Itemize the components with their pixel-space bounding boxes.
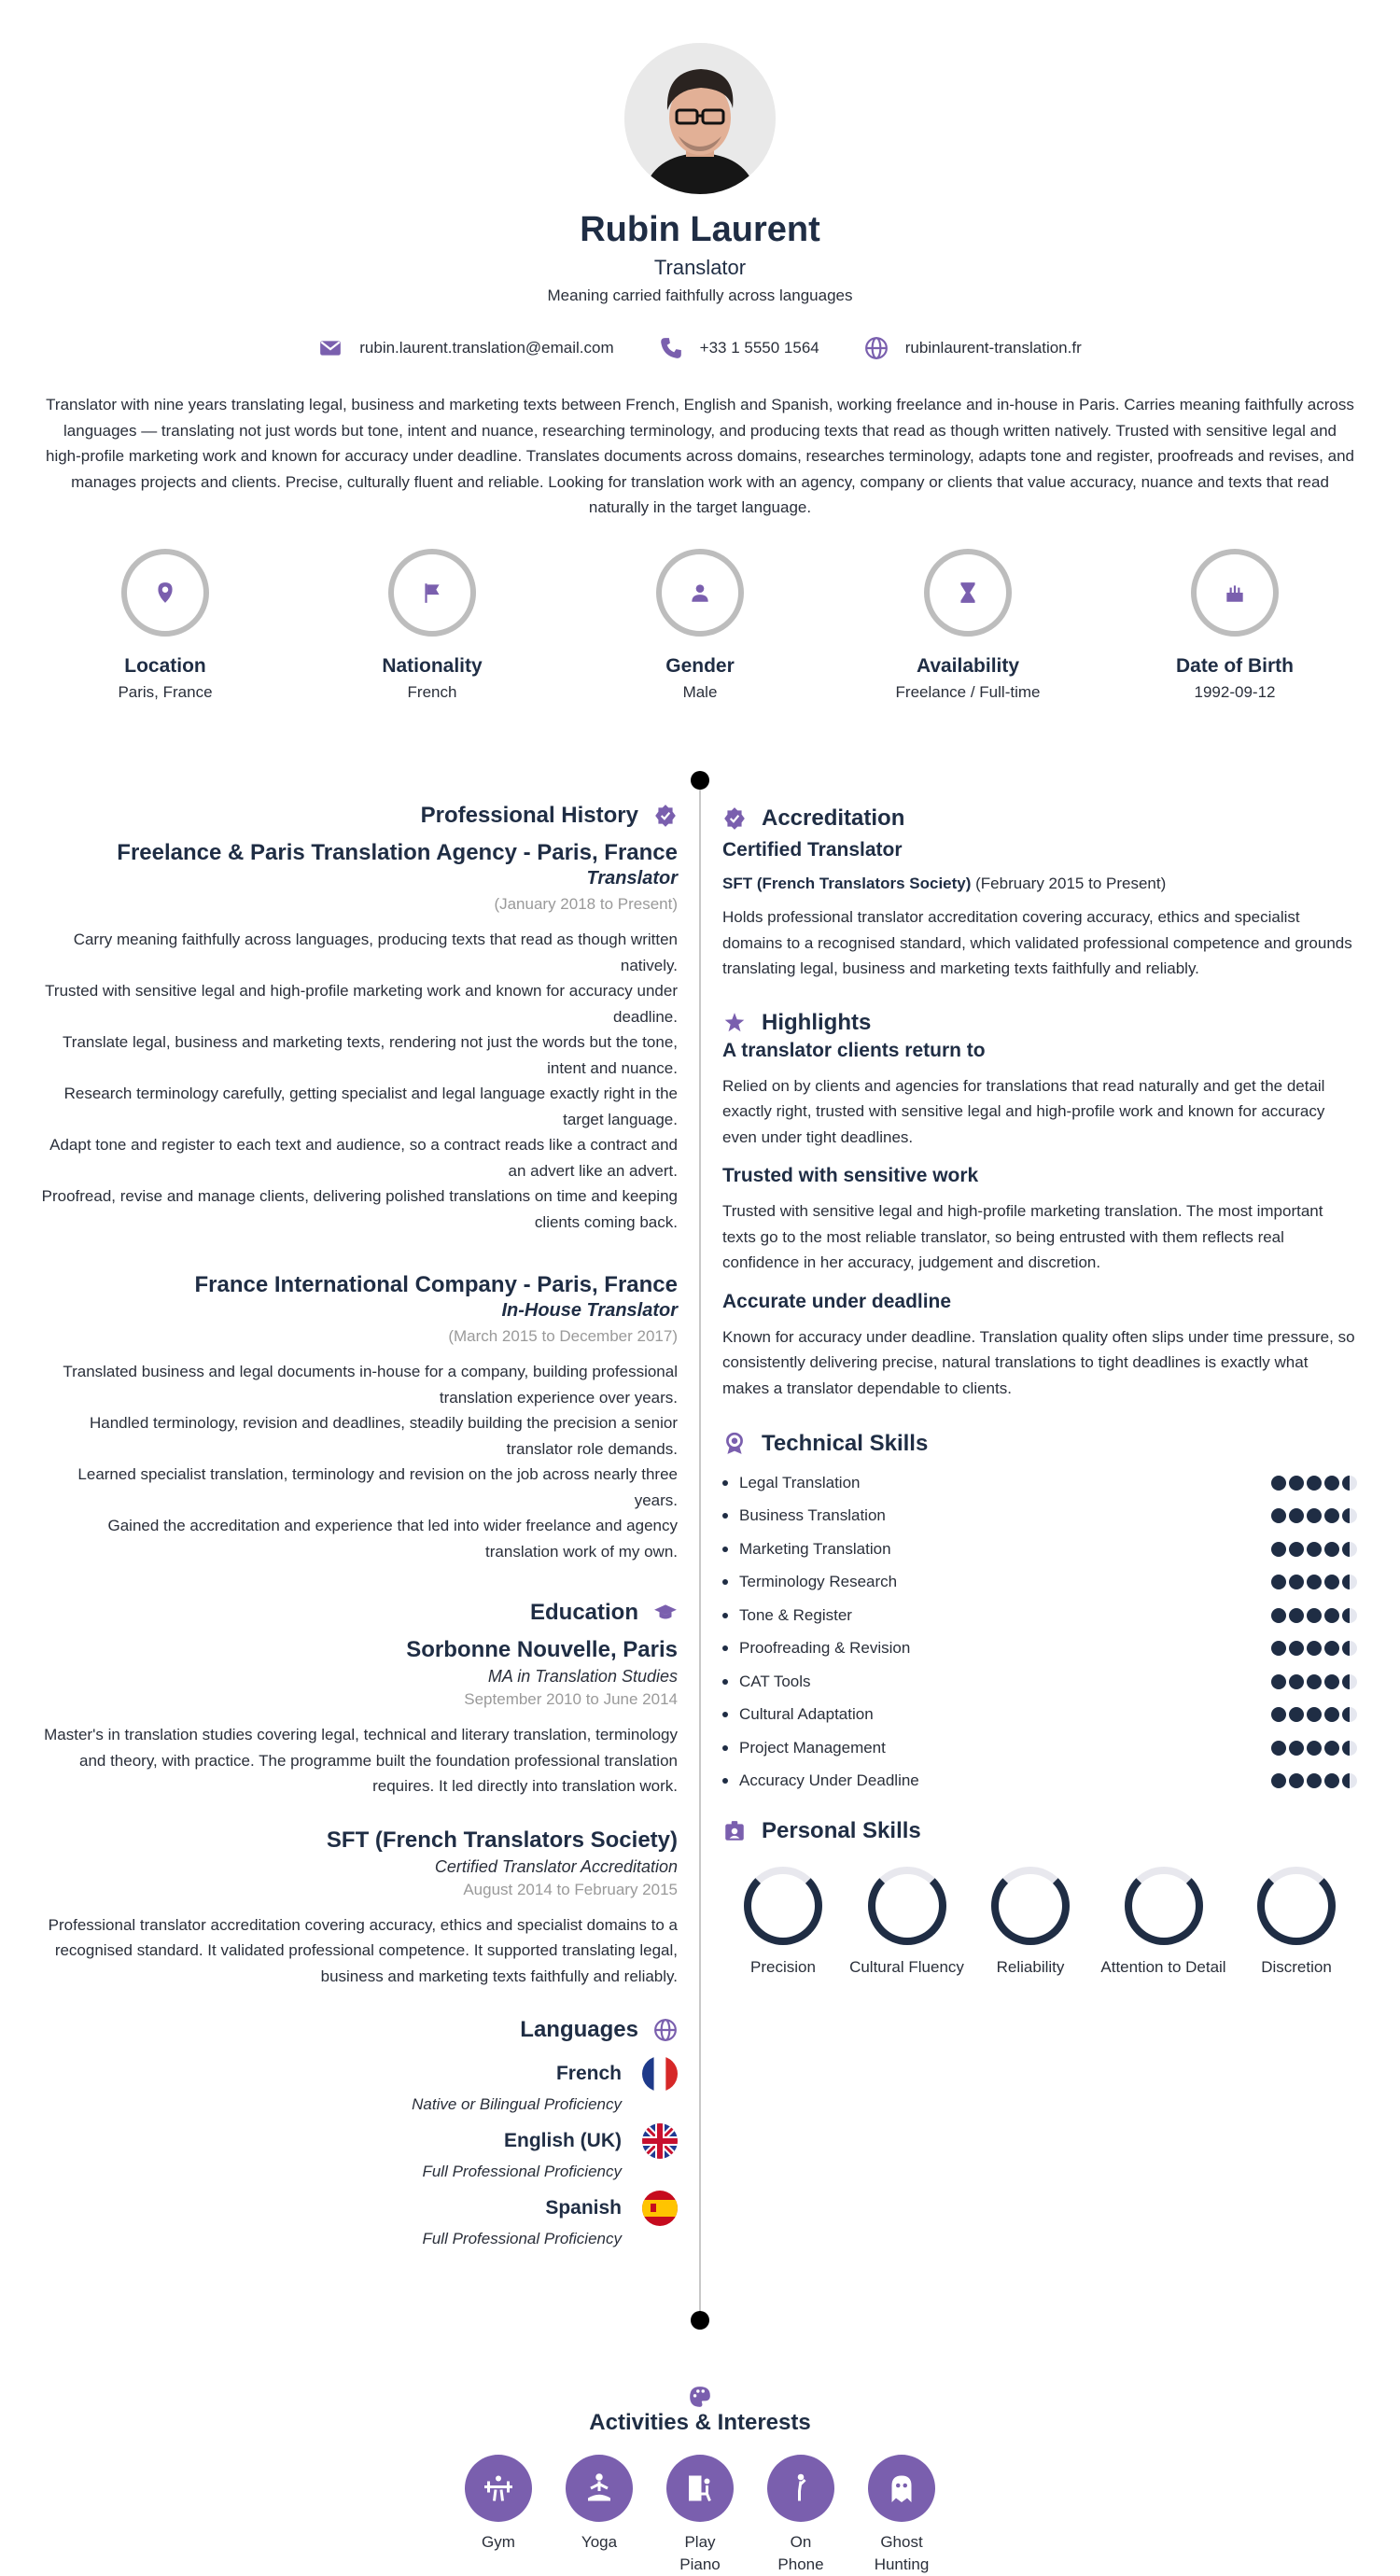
graduation-cap-icon <box>653 1601 678 1625</box>
skill-name: Tone & Register <box>722 1606 852 1625</box>
skill-row <box>722 1500 1357 1533</box>
activities-title: Activities & Interests <box>589 2410 811 2435</box>
rating-dot <box>1324 1674 1339 1689</box>
activity-item <box>465 2455 532 2576</box>
rating-dot <box>1289 1674 1304 1689</box>
highlight-title: A translator clients return to <box>722 1039 986 1061</box>
skill-name: Accuracy Under Deadline <box>722 1771 919 1790</box>
skill-name: Project Management <box>722 1739 886 1757</box>
job-bullet: Handled terminology, revision and deadlines, steadily building the precision a senior translator role demands. <box>89 1414 678 1458</box>
website-text: rubinlaurent-translation.fr <box>904 339 1082 357</box>
email-contact[interactable] <box>318 336 613 360</box>
rating-dot <box>1324 1542 1339 1557</box>
section-title: Professional History <box>420 803 638 828</box>
rating-dot <box>1342 1608 1357 1623</box>
skill-ring <box>744 1867 822 1945</box>
rating-dot <box>1307 1542 1322 1557</box>
palette-icon <box>688 2385 712 2409</box>
rating-dot <box>1289 1508 1304 1523</box>
degree: MA in Translation Studies <box>487 1667 678 1686</box>
skill-label: Reliability <box>996 1958 1065 1976</box>
rating-dot <box>1342 1674 1357 1689</box>
timeline-start-dot <box>691 771 709 790</box>
language-name: English (UK) <box>504 2130 622 2151</box>
fact-value: Male <box>682 683 718 701</box>
accreditation-issuer: SFT (French Translators Society) <box>722 875 972 892</box>
technical-skills-list <box>722 1466 1357 1798</box>
timeline-end-dot <box>691 2311 709 2330</box>
rating-dot <box>1289 1641 1304 1656</box>
verified-badge-icon <box>653 804 678 828</box>
rating-dot <box>1342 1773 1357 1788</box>
skill-name: Cultural Adaptation <box>722 1705 874 1724</box>
rating-dot <box>1271 1476 1286 1491</box>
rating-dot <box>1324 1741 1339 1756</box>
languages-heading <box>37 2017 678 2043</box>
skill-rating <box>1271 1641 1357 1656</box>
profile-summary: Translator with nine years translating legal, business and marketing texts between French, English and Spanish, working freelance and in-house in Paris. Carries meaning faithfully across languages — translating not just words but tone, intent and nuance, researching terminology, and producing texts that read as though written natively. Trusted with sensitive legal and high-profile marketing work and known for accuracy under deadline. Translates documents across domains, researches terminology, adapts tone and register, proofreads and revises, and manages projects and clients. Precise, culturally fluent and reliable. Looking for translation work with an agency, company or clients that value accuracy, nuance and texts that read naturally in the target language. <box>46 396 1354 516</box>
fact-value: 1992-09-12 <box>1194 683 1276 701</box>
rating-dot <box>1289 1476 1304 1491</box>
fact-gender <box>579 549 821 702</box>
highlight-text: Known for accuracy under deadline. Translation quality often slips under time pressure, so consistently delivering precise, natural translations to tight deadlines is exactly what makes a translator dependable to clients. <box>722 1327 1355 1397</box>
rating-dot <box>1271 1575 1286 1589</box>
job-title: In-House Translator <box>501 1300 678 1321</box>
job-bullet: Translated business and legal documents in-house for a company, building professional translation experience over years. <box>63 1363 678 1407</box>
language-name: Spanish <box>545 2197 622 2219</box>
job-org: Freelance & Paris Translation Agency - Paris, France <box>117 840 678 865</box>
skill-name: Business Translation <box>722 1506 886 1525</box>
language-name: French <box>555 2063 622 2084</box>
highlight-title: Trusted with sensitive work <box>722 1165 979 1186</box>
technical-skills-heading <box>722 1431 1357 1457</box>
spain-flag-icon <box>642 2191 678 2226</box>
job-date: (March 2015 to December 2017) <box>448 1327 678 1345</box>
skill-rating <box>1271 1707 1357 1722</box>
skill-row <box>722 1632 1357 1666</box>
rating-dot <box>1342 1707 1357 1722</box>
accreditation-heading <box>722 805 1357 832</box>
activity-label: On Phone <box>777 2533 824 2573</box>
skill-rating <box>1271 1674 1357 1689</box>
section-title: Accreditation <box>762 805 905 831</box>
skill-row <box>722 1533 1357 1566</box>
rating-dot <box>1342 1542 1357 1557</box>
job-bullet: Carry meaning faithfully across languages, producing texts that read as though written natively. <box>73 931 678 974</box>
job-title: Translator <box>586 868 678 889</box>
section-title: Languages <box>520 2017 638 2042</box>
email-text: rubin.laurent.translation@email.com <box>359 339 614 357</box>
skill-rating <box>1271 1542 1357 1557</box>
activity-item <box>666 2455 734 2576</box>
map-pin-icon <box>153 581 177 605</box>
rating-dot <box>1271 1741 1286 1756</box>
uk-flag-icon <box>642 2123 678 2159</box>
education-text: Master's in translation studies covering legal, technical and literary translation, terminology and theory, with practice. The programme built the foundation professional translation requires. It led directly into translation work. <box>44 1726 678 1795</box>
skill-name: Legal Translation <box>722 1474 860 1492</box>
activities-list <box>0 2455 1400 2576</box>
rating-dot <box>1271 1773 1286 1788</box>
rating-dot <box>1307 1741 1322 1756</box>
language-level: Native or Bilingual Proficiency <box>412 2095 622 2113</box>
yoga-icon <box>582 2471 616 2505</box>
gym-icon <box>482 2471 515 2505</box>
accreditation-text: Holds professional translator accreditation covering accuracy, ethics and specialist domains to a recognised standard, which validated professional competence and grounds translating legal, business and marketing texts faithfully and reliably. <box>722 908 1352 977</box>
highlight-text: Relied on by clients and agencies for translations that read naturally and get the detail exactly right, trusted with sensitive legal and high-profile work and known for accuracy even under tight deadlines. <box>722 1076 1325 1146</box>
skill-ring <box>991 1867 1070 1945</box>
section-title: Technical Skills <box>762 1431 929 1456</box>
skill-row <box>722 1566 1357 1600</box>
skill-label: Attention to Detail <box>1100 1958 1226 1976</box>
award-icon <box>722 1432 747 1456</box>
personal-skill <box>1236 1867 1357 1977</box>
rating-dot <box>1307 1575 1322 1589</box>
star-badge-icon <box>722 1011 747 1035</box>
activity-item <box>868 2455 935 2576</box>
language-item <box>37 2191 678 2248</box>
rating-dot <box>1307 1608 1322 1623</box>
fact-title: Date of Birth <box>1176 655 1294 677</box>
contact-bar <box>0 336 1400 360</box>
skill-rating <box>1271 1508 1357 1523</box>
skill-rating <box>1271 1608 1357 1623</box>
rating-dot <box>1324 1608 1339 1623</box>
skill-label: Discretion <box>1261 1958 1332 1976</box>
piano-player-icon <box>683 2471 717 2505</box>
education-text: Professional translator accreditation covering accuracy, ethics and specialist domains to a recognised standard. It validated professional competence. It supported translating legal, business and marketing texts faithfully and reliably. <box>48 1915 678 1985</box>
section-title: Highlights <box>762 1009 872 1035</box>
school-name: SFT (French Translators Society) <box>326 1827 678 1853</box>
language-level: Full Professional Proficiency <box>422 2163 622 2180</box>
accreditation-issuer-line <box>722 875 1357 893</box>
skill-row <box>722 1599 1357 1632</box>
rating-dot <box>1307 1674 1322 1689</box>
skill-ring <box>1125 1867 1203 1945</box>
rating-dot <box>1324 1476 1339 1491</box>
rating-dot <box>1289 1707 1304 1722</box>
skill-row <box>722 1765 1357 1799</box>
fact-title: Availability <box>916 655 1020 677</box>
education-date: August 2014 to February 2015 <box>463 1880 678 1898</box>
language-item <box>37 2123 678 2181</box>
candidate-name: Rubin Laurent <box>580 210 820 249</box>
globe-icon <box>864 336 889 360</box>
activity-item <box>767 2455 834 2576</box>
skill-rating <box>1271 1741 1357 1756</box>
rating-dot <box>1324 1773 1339 1788</box>
rating-dot <box>1271 1674 1286 1689</box>
activity-label: Play Piano <box>679 2533 721 2573</box>
job-bullet: Adapt tone and register to each text and audience, so a contract reads like a contract and an advert like an advert. <box>49 1136 678 1180</box>
skill-label: Precision <box>750 1958 816 1976</box>
highlight-title: Accurate under deadline <box>722 1290 952 1312</box>
job-date: (January 2018 to Present) <box>494 895 678 913</box>
job-bullet: Learned specialist translation, terminology and revision on the job across nearly three years. <box>77 1465 678 1509</box>
fact-value: French <box>407 683 457 701</box>
rating-dot <box>1342 1741 1357 1756</box>
fact-date-of-birth <box>1113 549 1356 702</box>
rating-dot <box>1289 1773 1304 1788</box>
fact-title: Gender <box>665 655 735 677</box>
cake-icon <box>1223 581 1247 605</box>
phone-user-icon <box>784 2471 818 2505</box>
fact-title: Location <box>124 655 206 677</box>
section-title: Personal Skills <box>762 1818 921 1843</box>
rating-dot <box>1342 1508 1357 1523</box>
timeline-divider <box>699 780 701 2320</box>
degree: Certified Translator Accreditation <box>434 1856 678 1876</box>
fact-value: Paris, France <box>118 683 213 701</box>
rating-dot <box>1324 1641 1339 1656</box>
skill-rating <box>1271 1773 1357 1788</box>
rating-dot <box>1289 1741 1304 1756</box>
id-badge-icon <box>722 1819 747 1843</box>
profile-photo <box>624 43 776 194</box>
accreditation-name: Certified Translator <box>722 839 903 861</box>
skill-name: Terminology Research <box>722 1573 897 1591</box>
skill-name: Proofreading & Revision <box>722 1639 910 1658</box>
education-date: September 2010 to June 2014 <box>464 1690 678 1708</box>
rating-dot <box>1289 1542 1304 1557</box>
job-bullets <box>37 1359 678 1564</box>
person-icon <box>688 581 712 605</box>
activity-label: Gym <box>482 2533 515 2551</box>
rating-dot <box>1324 1508 1339 1523</box>
rating-dot <box>1342 1476 1357 1491</box>
rating-dot <box>1289 1608 1304 1623</box>
school-name: Sorbonne Nouvelle, Paris <box>406 1637 678 1662</box>
rating-dot <box>1307 1773 1322 1788</box>
france-flag-icon <box>642 2056 678 2092</box>
skill-name: Marketing Translation <box>722 1540 891 1559</box>
rating-dot <box>1271 1508 1286 1523</box>
rating-dot <box>1271 1641 1286 1656</box>
website-contact[interactable] <box>864 336 1082 360</box>
skill-label: Cultural Fluency <box>849 1958 964 1976</box>
personal-skill <box>722 1867 844 1977</box>
rating-dot <box>1307 1707 1322 1722</box>
skill-row <box>722 1731 1357 1765</box>
job-bullet: Translate legal, business and marketing texts, rendering not just the words but the tone, intent and nuance. <box>63 1033 678 1077</box>
job-bullet: Trusted with sensitive legal and high-profile marketing work and known for accuracy under deadline. <box>45 982 678 1026</box>
fact-value: Freelance / Full-time <box>895 683 1041 701</box>
rating-dot <box>1289 1575 1304 1589</box>
email-icon <box>318 336 343 360</box>
personal-skill <box>847 1867 968 1977</box>
language-level: Full Professional Proficiency <box>422 2230 622 2247</box>
phone-contact[interactable] <box>659 336 819 360</box>
education-heading <box>37 1600 678 1626</box>
rating-dot <box>1271 1608 1286 1623</box>
skill-name: CAT Tools <box>722 1673 811 1691</box>
rating-dot <box>1324 1575 1339 1589</box>
activity-label: Ghost Hunting <box>874 2533 930 2573</box>
job-bullet: Proofread, revise and manage clients, delivering polished translations on time and keeping clients coming back. <box>41 1187 678 1231</box>
activity-item <box>566 2455 633 2576</box>
ghost-icon <box>885 2471 918 2505</box>
fact-location <box>44 549 287 702</box>
rating-dot <box>1307 1641 1322 1656</box>
rating-dot <box>1342 1641 1357 1656</box>
skill-ring <box>868 1867 946 1945</box>
rating-dot <box>1342 1575 1357 1589</box>
personal-skills-list <box>722 1867 1357 1977</box>
fact-nationality <box>311 549 553 702</box>
job-bullet: Research terminology carefully, getting specialist and legal language exactly right in the target language. <box>63 1085 678 1128</box>
globe-icon <box>653 2018 678 2042</box>
skill-rating <box>1271 1575 1357 1589</box>
phone-icon <box>659 336 683 360</box>
highlights-heading <box>722 1010 1357 1036</box>
activity-label: Yoga <box>581 2533 618 2551</box>
skill-row <box>722 1665 1357 1699</box>
candidate-tagline: Meaning carried faithfully across languages <box>547 287 853 304</box>
skill-rating <box>1271 1476 1357 1491</box>
accreditation-date: (February 2015 to Present) <box>975 875 1167 892</box>
rating-dot <box>1307 1508 1322 1523</box>
flag-icon <box>420 581 444 605</box>
job-org: France International Company - Paris, France <box>194 1272 678 1297</box>
fact-title: Nationality <box>382 655 483 677</box>
fact-availability <box>847 549 1089 702</box>
personal-skill <box>1094 1867 1234 1977</box>
professional-history-section <box>37 803 678 2248</box>
candidate-role: Translator <box>653 256 747 279</box>
job-bullet: Gained the accreditation and experience that led into wider freelance and agency translation work of my own. <box>107 1517 678 1561</box>
language-item <box>37 2056 678 2114</box>
personal-skills-heading <box>722 1818 1357 1844</box>
skill-ring <box>1257 1867 1336 1945</box>
rating-dot <box>1271 1542 1286 1557</box>
job-bullets <box>37 927 678 1235</box>
personal-skill <box>970 1867 1091 1977</box>
rating-dot <box>1307 1476 1322 1491</box>
rating-dot <box>1324 1707 1339 1722</box>
phone-text: +33 1 5550 1564 <box>699 339 819 357</box>
skill-row <box>722 1466 1357 1500</box>
right-column <box>722 805 1357 1977</box>
section-title: Education <box>529 1600 638 1625</box>
verified-badge-icon <box>722 806 747 831</box>
skill-row <box>722 1699 1357 1732</box>
highlight-text: Trusted with sensitive legal and high-profile marketing translation. The most important texts go to the most reliable translator, so being entrusted with them reflects real confidence in her accuracy, judgement and discretion. <box>722 1202 1323 1271</box>
hourglass-icon <box>956 581 980 605</box>
rating-dot <box>1271 1707 1286 1722</box>
